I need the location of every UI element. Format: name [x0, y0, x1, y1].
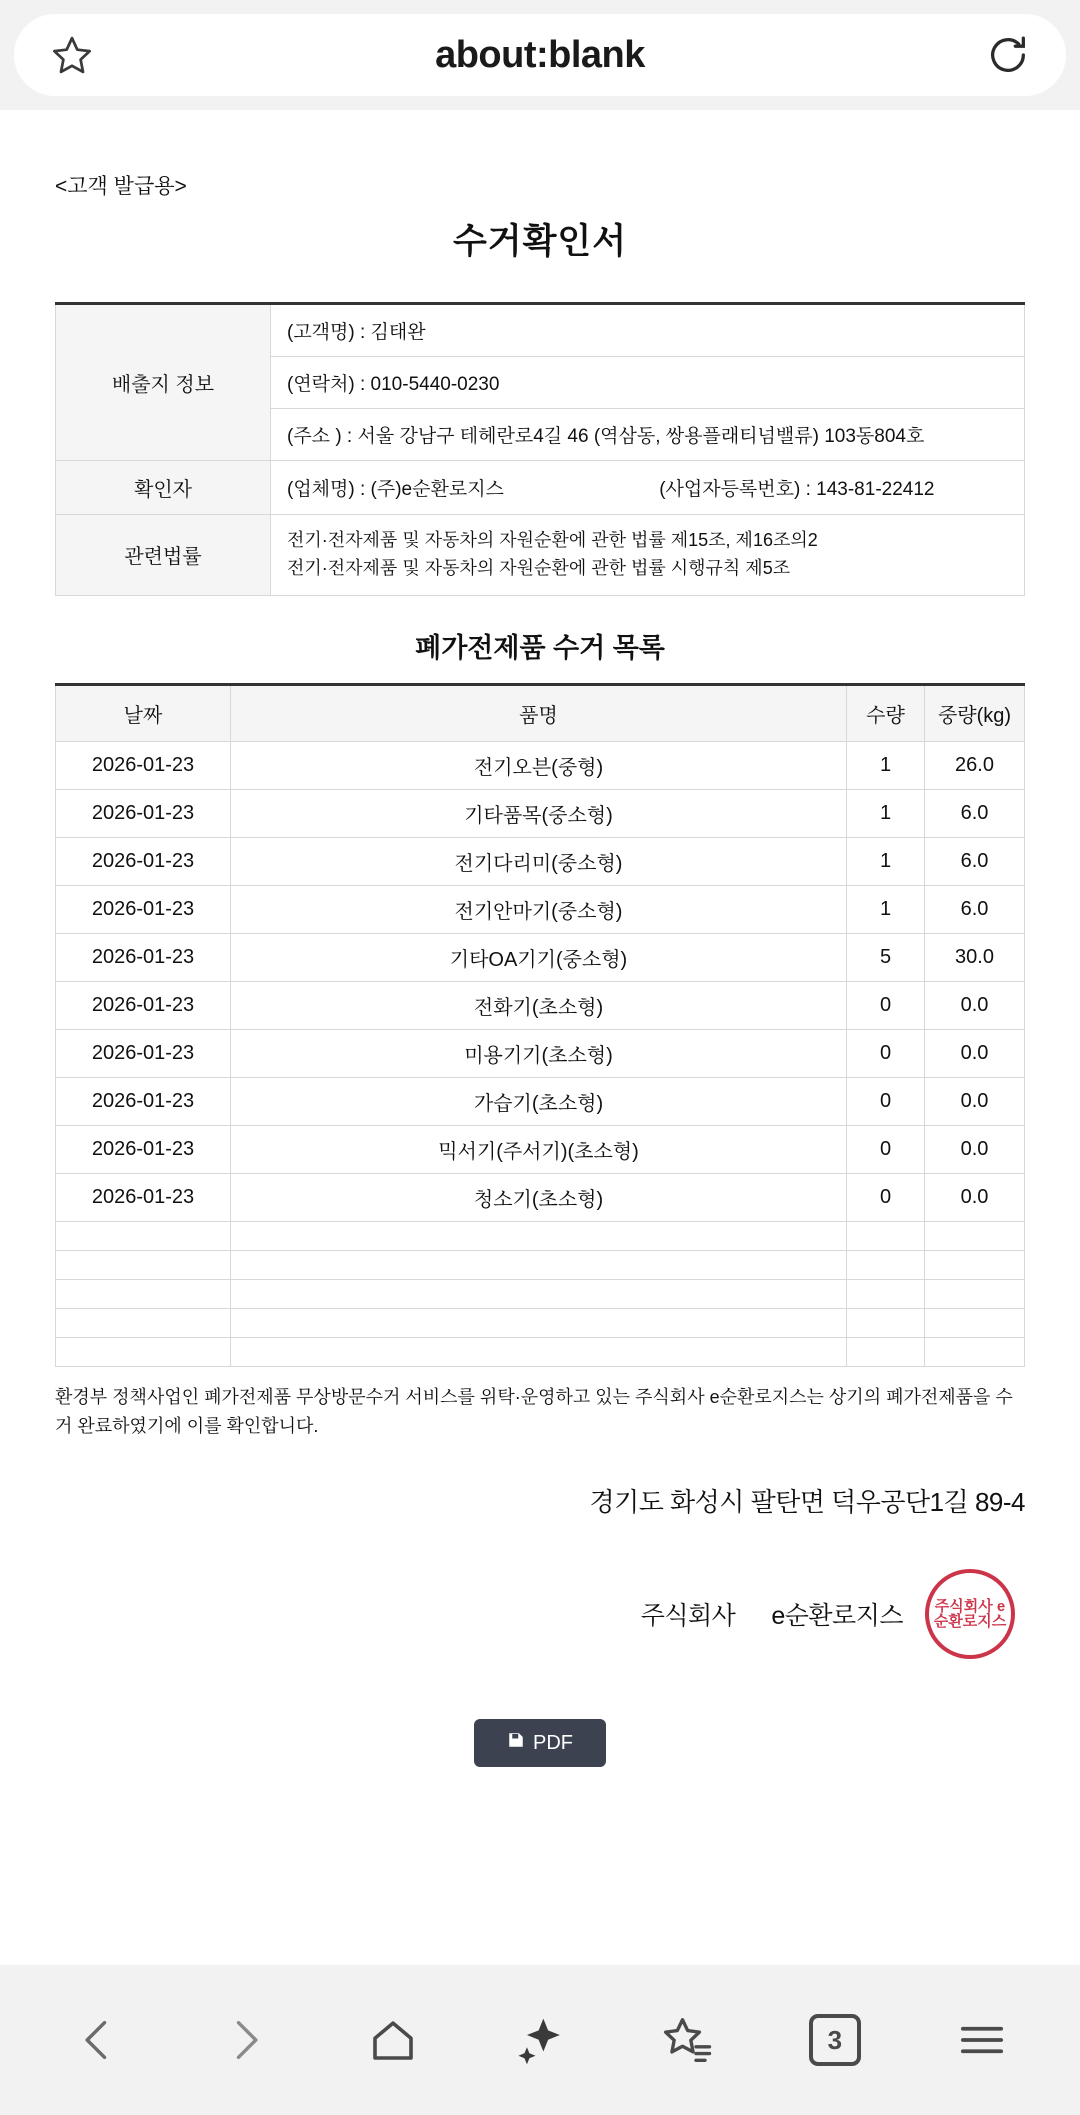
- cell-item-name: 전기다리미(중소형): [231, 837, 847, 885]
- cell-weight: [925, 1279, 1025, 1308]
- cell-date: 2026-01-23: [56, 1173, 231, 1221]
- header-quantity: 수량: [847, 684, 925, 741]
- back-arrow-icon[interactable]: [53, 1995, 143, 2085]
- sparkle-icon[interactable]: [495, 1995, 585, 2085]
- cell-date: [56, 1337, 231, 1366]
- cell-item-name: 믹서기(주서기)(초소형): [231, 1125, 847, 1173]
- business-number-value: (사업자등록번호) : 143-81-22412: [659, 479, 935, 500]
- cell-quantity: 5: [847, 933, 925, 981]
- cell-item-name: 미용기기(초소형): [231, 1029, 847, 1077]
- customer-copy-note: <고객 발급용>: [55, 175, 187, 198]
- cell-date: 2026-01-23: [56, 741, 231, 789]
- cell-item-name: 전기오븐(중형): [231, 741, 847, 789]
- table-row: [56, 1125, 1025, 1173]
- cell-weight: 30.0: [925, 933, 1025, 981]
- table-row: [56, 1250, 1025, 1279]
- confirmer-label: 확인자: [56, 461, 271, 515]
- cell-weight: 6.0: [925, 789, 1025, 837]
- cell-quantity: 0: [847, 981, 925, 1029]
- confirmation-paragraph: 환경부 정책사업인 폐가전제품 무상방문수거 서비스를 위탁·운영하고 있는 주식회사 e순환로지스는 상기의 폐가전제품을 수거 완료하였기에 이를 확인합니다.: [55, 1386, 1013, 1436]
- page-content: [0, 110, 1080, 1965]
- cell-weight: [925, 1221, 1025, 1250]
- cell-date: [56, 1308, 231, 1337]
- bookmark-list-icon[interactable]: [642, 1995, 732, 2085]
- home-icon[interactable]: [348, 1995, 438, 2085]
- star-outline-icon[interactable]: [44, 27, 100, 83]
- cell-quantity: 0: [847, 1029, 925, 1077]
- table-row: [56, 461, 1025, 515]
- cell-date: 2026-01-23: [56, 837, 231, 885]
- hamburger-menu-icon[interactable]: [937, 1995, 1027, 2085]
- signature-company-name: e순환로지스: [771, 1602, 903, 1631]
- browser-bottom-nav: [0, 1965, 1080, 2115]
- cell-date: 2026-01-23: [56, 1077, 231, 1125]
- collection-certificate-document: [0, 110, 1080, 1767]
- cell-item-name: [231, 1279, 847, 1308]
- cell-quantity: [847, 1250, 925, 1279]
- cell-weight: 0.0: [925, 981, 1025, 1029]
- table-row: [56, 304, 1025, 357]
- related-law-label: 관련법률: [56, 515, 271, 596]
- cell-item-name: 기타품목(중소형): [231, 789, 847, 837]
- cell-date: 2026-01-23: [56, 789, 231, 837]
- customer-name-value: (고객명) : 김태완: [271, 304, 1025, 357]
- cell-weight: 26.0: [925, 741, 1025, 789]
- table-row: [56, 1221, 1025, 1250]
- company-seal-stamp: 주식회사 e순환로지스: [925, 1569, 1015, 1659]
- table-row: [56, 1337, 1025, 1366]
- tab-count-label: 3: [809, 2014, 861, 2066]
- reload-icon[interactable]: [980, 27, 1036, 83]
- discharge-info-label: 배출지 정보: [56, 304, 271, 461]
- related-law-value: [271, 515, 1025, 596]
- cell-weight: 6.0: [925, 837, 1025, 885]
- table-row: [56, 981, 1025, 1029]
- law-line-2: 전기·전자제품 및 자동차의 자원순환에 관한 법률 시행규칙 제5조: [287, 557, 791, 578]
- cell-quantity: [847, 1221, 925, 1250]
- cell-item-name: 가습기(초소형): [231, 1077, 847, 1125]
- info-table: [55, 302, 1025, 596]
- cell-quantity: 1: [847, 837, 925, 885]
- items-list-title: 폐가전제품 수거 목록: [415, 632, 665, 663]
- document-title: 수거확인서: [452, 222, 628, 261]
- cell-date: 2026-01-23: [56, 885, 231, 933]
- cell-weight: [925, 1337, 1025, 1366]
- tab-counter-button[interactable]: [790, 1995, 880, 2085]
- items-table-body: [56, 741, 1025, 1366]
- cell-weight: 6.0: [925, 885, 1025, 933]
- signature-row: [55, 1569, 1025, 1659]
- table-row: [56, 1077, 1025, 1125]
- url-bar[interactable]: [14, 14, 1066, 96]
- cell-date: [56, 1279, 231, 1308]
- table-row: [56, 1029, 1025, 1077]
- cell-date: [56, 1250, 231, 1279]
- cell-quantity: 1: [847, 741, 925, 789]
- collected-items-table: [55, 683, 1025, 1367]
- pdf-button-label: PDF: [533, 1731, 573, 1754]
- company-address: 경기도 화성시 팔탄면 덕우공단1길 89-4: [589, 1487, 1025, 1518]
- cell-quantity: 1: [847, 789, 925, 837]
- cell-item-name: [231, 1221, 847, 1250]
- table-row: [56, 789, 1025, 837]
- cell-weight: 0.0: [925, 1173, 1025, 1221]
- cell-quantity: 0: [847, 1077, 925, 1125]
- header-date: 날짜: [56, 684, 231, 741]
- cell-date: [56, 1221, 231, 1250]
- law-line-1: 전기·전자제품 및 자동차의 자원순환에 관한 법률 제15조, 제16조의2: [287, 530, 818, 550]
- table-row: [56, 933, 1025, 981]
- table-row: [56, 885, 1025, 933]
- cell-item-name: [231, 1250, 847, 1279]
- contact-value: (연락처) : 010-5440-0230: [271, 357, 1025, 409]
- browser-toolbar: [0, 0, 1080, 110]
- cell-weight: [925, 1250, 1025, 1279]
- confirmer-value: [271, 461, 1025, 515]
- header-weight: 중량(kg): [925, 684, 1025, 741]
- save-icon: [507, 1731, 525, 1755]
- table-row: [56, 1279, 1025, 1308]
- signature-prefix: 주식회사: [640, 1602, 736, 1631]
- cell-quantity: 0: [847, 1173, 925, 1221]
- cell-quantity: 1: [847, 885, 925, 933]
- cell-quantity: [847, 1337, 925, 1366]
- table-row: [56, 515, 1025, 596]
- forward-arrow-icon[interactable]: [200, 1995, 290, 2085]
- table-row: [56, 1308, 1025, 1337]
- cell-item-name: 기타OA기기(중소형): [231, 933, 847, 981]
- cell-weight: 0.0: [925, 1125, 1025, 1173]
- cell-weight: [925, 1308, 1025, 1337]
- cell-weight: 0.0: [925, 1077, 1025, 1125]
- cell-item-name: 전기안마기(중소형): [231, 885, 847, 933]
- address-value: (주소 ) : 서울 강남구 테헤란로4길 46 (역삼동, 쌍용플래티넘밸류) 103동804호: [271, 409, 1025, 461]
- pdf-button-wrap: [55, 1719, 1025, 1767]
- cell-quantity: 0: [847, 1125, 925, 1173]
- table-row: [56, 741, 1025, 789]
- table-header-row: [56, 684, 1025, 741]
- header-item-name: 품명: [231, 684, 847, 741]
- cell-item-name: 전화기(초소형): [231, 981, 847, 1029]
- cell-date: 2026-01-23: [56, 1029, 231, 1077]
- cell-date: 2026-01-23: [56, 933, 231, 981]
- cell-item-name: 청소기(초소형): [231, 1173, 847, 1221]
- table-row: [56, 1173, 1025, 1221]
- pdf-download-button[interactable]: [474, 1719, 606, 1767]
- cell-date: 2026-01-23: [56, 981, 231, 1029]
- cell-item-name: [231, 1308, 847, 1337]
- page-title: about:blank: [435, 33, 645, 76]
- cell-quantity: [847, 1279, 925, 1308]
- cell-quantity: [847, 1308, 925, 1337]
- company-name-value: (업체명) : (주)e순환로지스: [287, 479, 504, 500]
- cell-item-name: [231, 1337, 847, 1366]
- table-row: [56, 837, 1025, 885]
- cell-weight: 0.0: [925, 1029, 1025, 1077]
- cell-date: 2026-01-23: [56, 1125, 231, 1173]
